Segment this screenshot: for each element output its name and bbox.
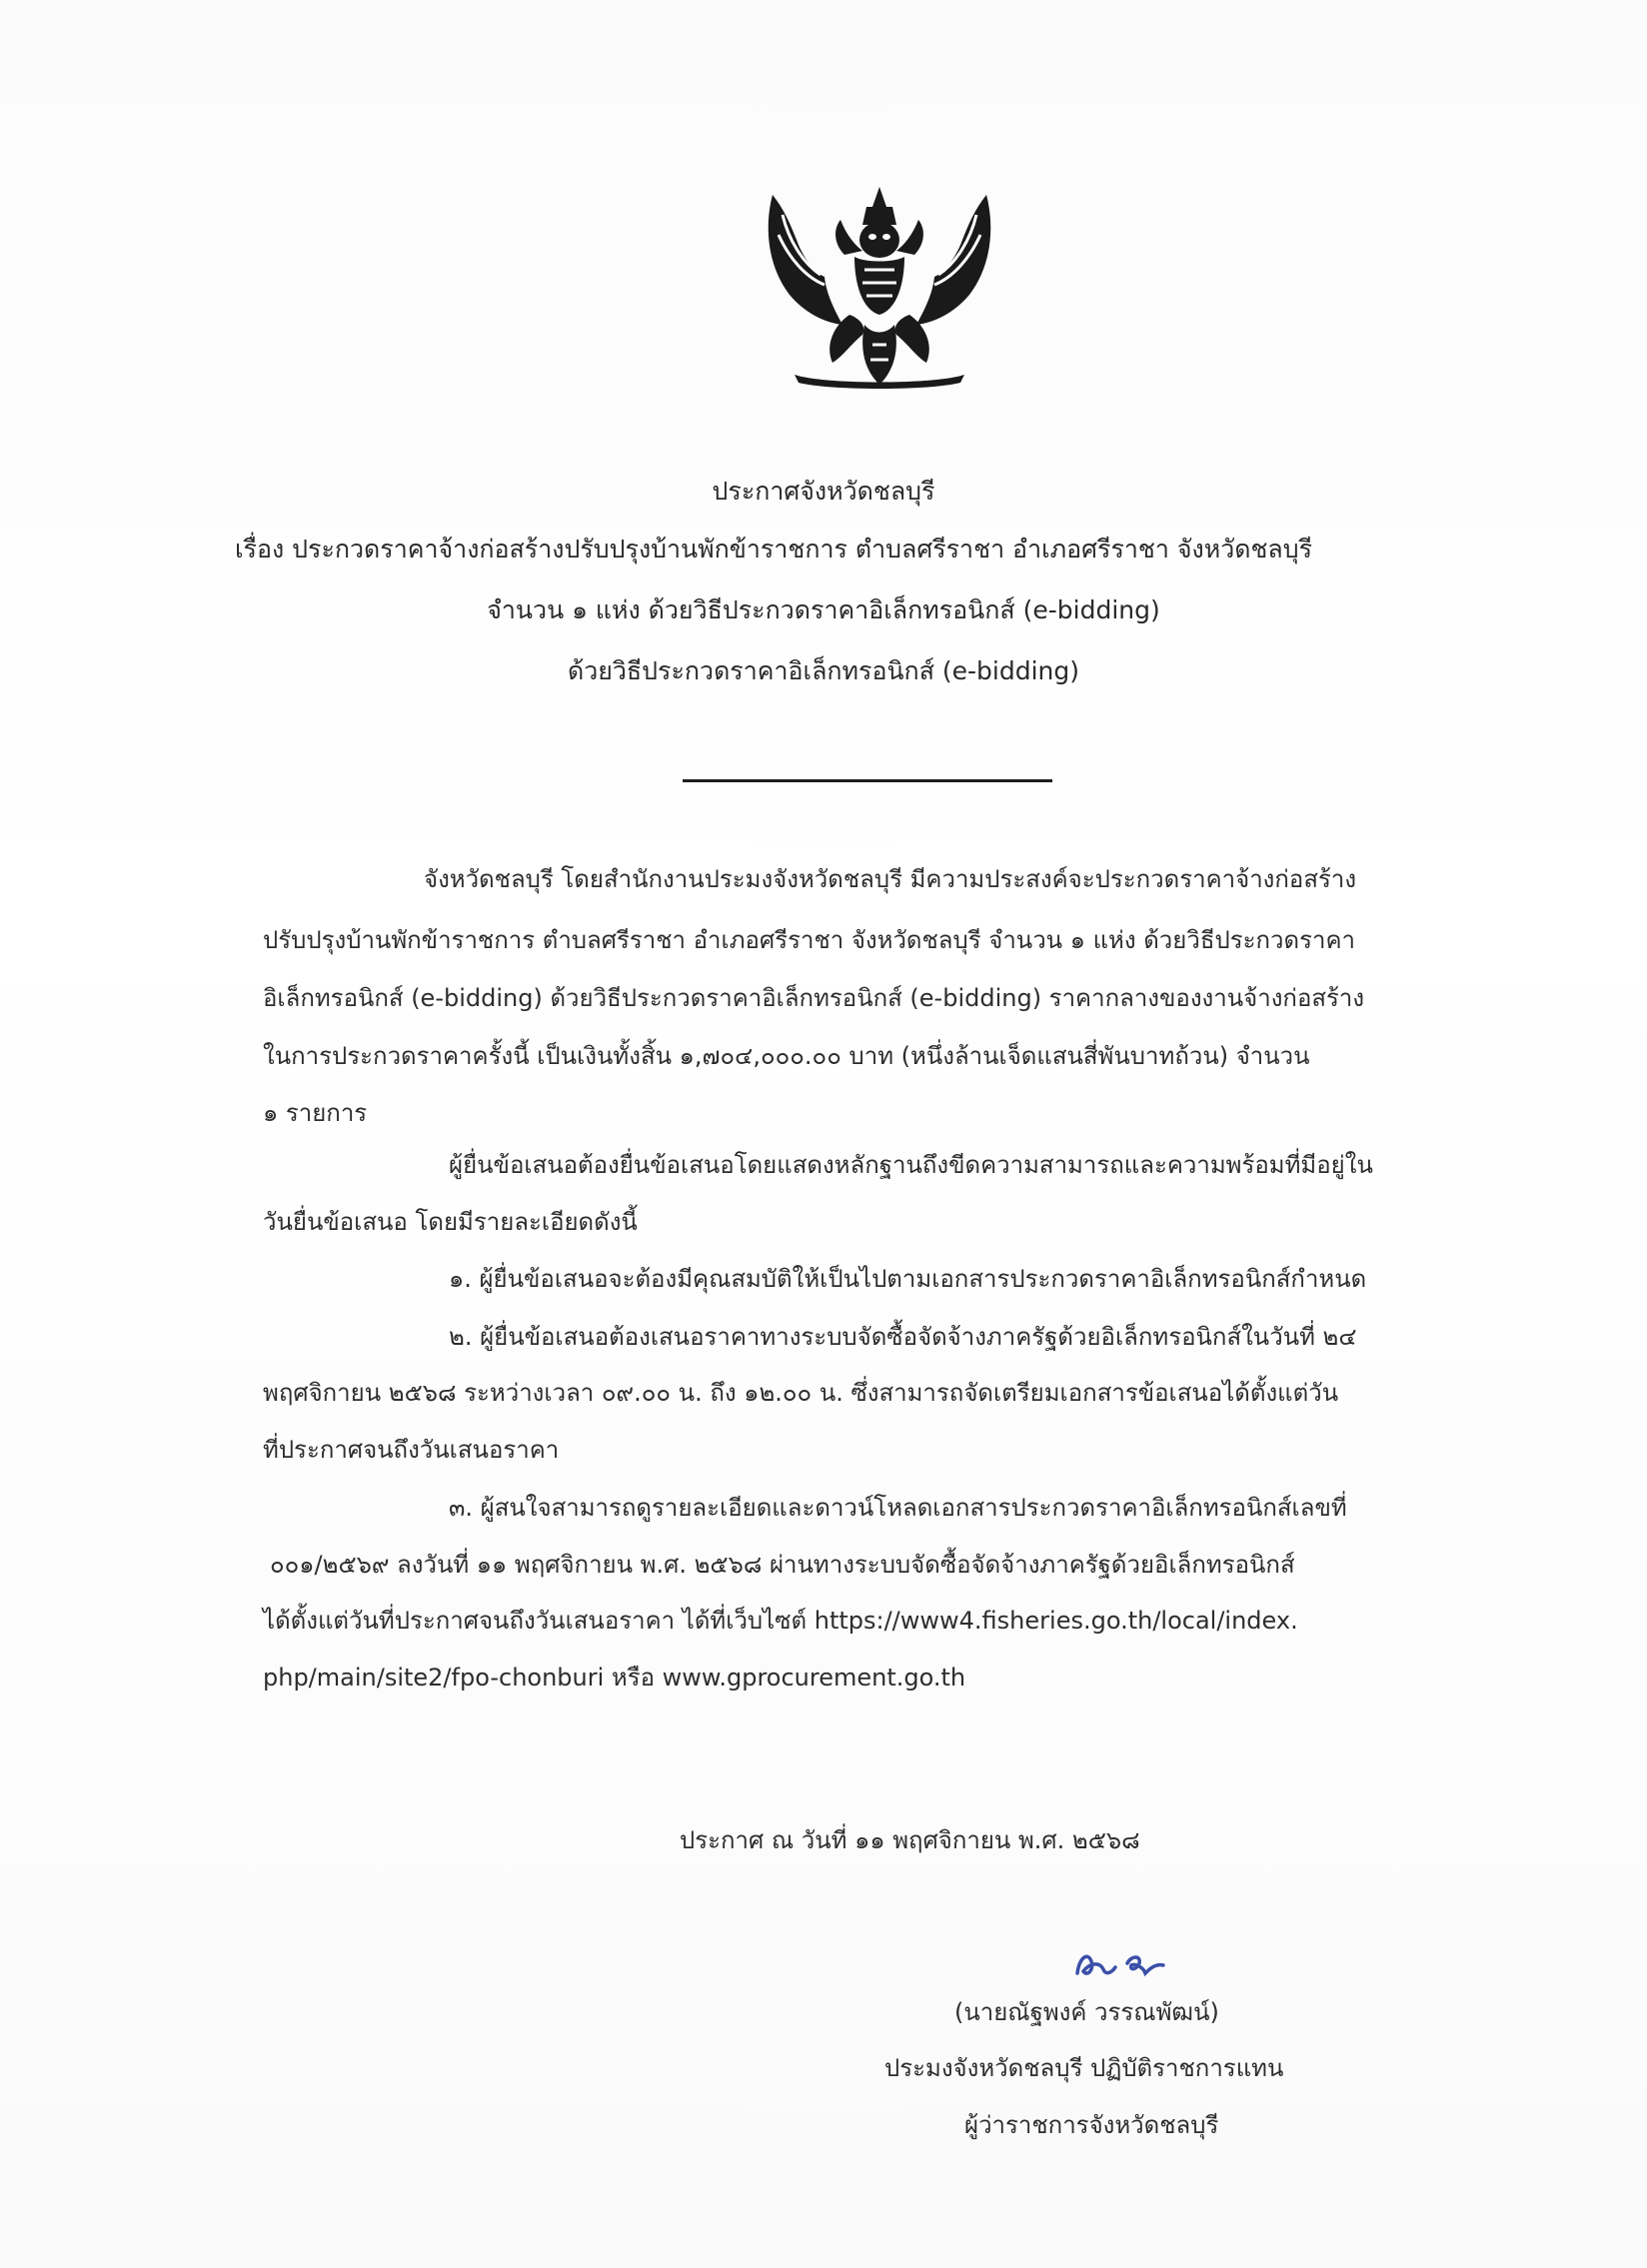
condition-item-1: ๑. ผู้ยื่นข้อเสนอจะต้องมีคุณสมบัติให้เป็นไปตามเอกสารประกวดราคาอิเล็กทรอนิกส์กำหนด: [449, 1265, 1367, 1293]
condition-item-3-line: php/main/site2/fpo-chonburi หรือ www.gprocurement.go.th: [263, 1664, 966, 1692]
subject-line-1: เรื่อง ประกวดราคาจ้างก่อสร้างปรับปรุงบ้านพักข้าราชการ ตำบลศรีราชา อำเภอศรีราชา จังหวัดชลบุรี: [235, 535, 1313, 564]
condition-item-3-line: ๓. ผู้สนใจสามารถดูรายละเอียดและดาวน์โหลดเอกสารประกวดราคาอิเล็กทรอนิกส์เลขที่: [449, 1494, 1347, 1522]
paragraph-1-line: ในการประกวดราคาครั้งนี้ เป็นเงินทั้งสิ้น ๑,๗๐๔,๐๐๐.๐๐ บาท (หนึ่งล้านเจ็ดแสนสี่พันบาทถ้วน) จำนวน: [263, 1042, 1310, 1070]
signer-name: (นายณัฐพงค์ วรรณพัฒน์): [954, 1998, 1219, 2026]
subject-line-3: ด้วยวิธีประกวดราคาอิเล็กทรอนิกส์ (e-bidding): [567, 656, 1080, 685]
subject-line-2: จำนวน ๑ แห่ง ด้วยวิธีประกวดราคาอิเล็กทรอนิกส์ (e-bidding): [487, 595, 1160, 624]
announcement-title: ประกาศจังหวัดชลบุรี: [712, 477, 935, 506]
condition-item-2-line: พฤศจิกายน ๒๕๖๘ ระหว่างเวลา ๐๙.๐๐ น. ถึง ๑๒.๐๐ น. ซึ่งสามารถจัดเตรียมเอกสารข้อเสนอได้ตั้งแต่วัน: [263, 1379, 1339, 1407]
paragraph-1-line: ปรับปรุงบ้านพักข้าราชการ ตำบลศรีราชา อำเภอศรีราชา จังหวัดชลบุรี จำนวน ๑ แห่ง ด้วยวิธีประกวดราคา: [263, 926, 1355, 954]
condition-item-3-line: ได้ตั้งแต่วันที่ประกาศจนถึงวันเสนอราคา ได้ที่เว็บไซต์ https://www4.fisheries.go.th/local/index.: [263, 1607, 1298, 1635]
condition-item-2-line: ๒. ผู้ยื่นข้อเสนอต้องเสนอราคาทางระบบจัดซื้อจัดจ้างภาครัฐด้วยอิเล็กทรอนิกส์ในวันที่ ๒๔: [449, 1323, 1357, 1351]
paragraph-1-line: อิเล็กทรอนิกส์ (e-bidding) ด้วยวิธีประกวดราคาอิเล็กทรอนิกส์ (e-bidding) ราคากลางของงานจ้างก่อสร้าง: [263, 984, 1365, 1012]
announcement-date: ประกาศ ณ วันที่ ๑๑ พฤศจิกายน พ.ศ. ๒๕๖๘: [680, 1826, 1140, 1854]
paragraph-1-line: จังหวัดชลบุรี โดยสำนักงานประมงจังหวัดชลบุรี มีความประสงค์จะประกวดราคาจ้างก่อสร้าง: [424, 865, 1357, 893]
paragraph-2-line: ผู้ยื่นข้อเสนอต้องยื่นข้อเสนอโดยแสดงหลักฐานถึงขีดความสามารถและความพร้อมที่มีอยู่ใน: [449, 1151, 1373, 1179]
handwritten-signature: [1069, 1933, 1179, 1993]
condition-item-2-line: ที่ประกาศจนถึงวันเสนอราคา: [263, 1436, 560, 1464]
condition-item-3-line: ๐๐๑/๒๕๖๙ ลงวันที่ ๑๑ พฤศจิกายน พ.ศ. ๒๕๖๘ ผ่านทางระบบจัดซื้อจัดจ้างภาครัฐด้วยอิเล็กทรอนิกส์: [270, 1551, 1295, 1579]
paragraph-2-line: วันยื่นข้อเสนอ โดยมีรายละเอียดดังนี้: [263, 1208, 638, 1236]
paragraph-1-line: ๑ รายการ: [263, 1099, 368, 1127]
signer-position: ประมงจังหวัดชลบุรี ปฏิบัติราชการแทน: [884, 2054, 1284, 2082]
signer-office: ผู้ว่าราชการจังหวัดชลบุรี: [964, 2111, 1219, 2139]
